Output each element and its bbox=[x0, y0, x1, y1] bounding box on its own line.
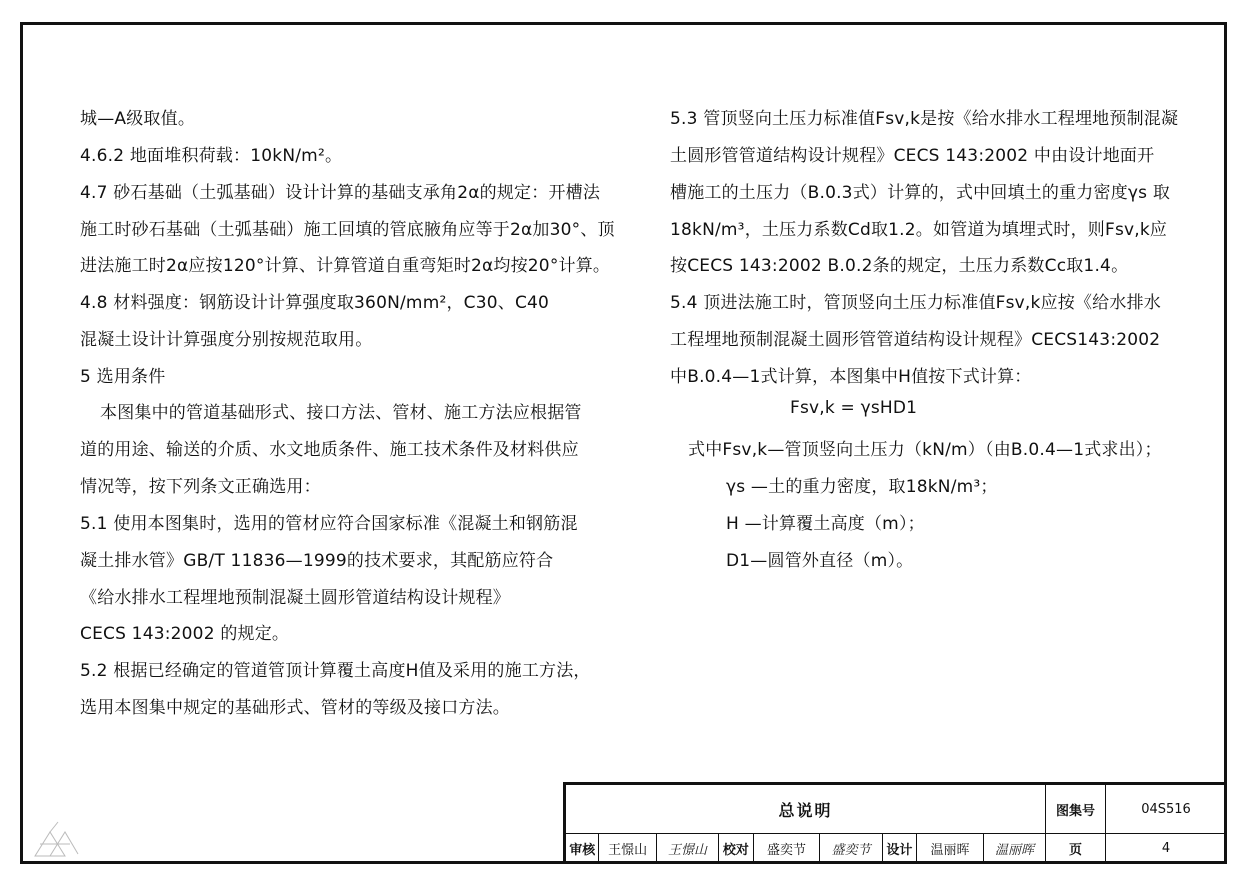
formula-explanation: 式中Fsv,k—管顶竖向土压力（kN/m）（由B.0.4—1式求出）； bbox=[688, 440, 1162, 460]
text-line: 工程埋地预制混凝土圆形管管道结构设计规程》CECS143:2002 bbox=[670, 330, 1161, 350]
text-line: 进法施工时2α应按120°计算、计算管道自重弯矩时2α均按20°计算。 bbox=[80, 256, 611, 276]
page-label: 页 bbox=[1046, 834, 1106, 864]
text-line: 施工时砂石基础（土弧基础）施工回填的管底腋角应等于2α加30°、顶 bbox=[80, 220, 615, 240]
checker-signature: 盛奕节 bbox=[820, 834, 882, 864]
design-label: 设计 bbox=[882, 834, 917, 864]
title-block bbox=[563, 782, 1227, 864]
text-line: 凝土排水管》GB/T 11836—1999的技术要求，其配筋应符合 bbox=[80, 551, 554, 571]
text-line: 5.2 根据已经确定的管道管顶计算覆土高度H值及采用的施工方法， bbox=[80, 661, 591, 681]
text-line: 按CECS 143:2002 B.0.2条的规定，土压力系数Cc取1.4。 bbox=[670, 256, 1129, 276]
text-line: 本图集中的管道基础形式、接口方法、管材、施工方法应根据管 bbox=[100, 403, 582, 423]
text-line: 5.4 顶进法施工时，管顶竖向土压力标准值Fsv,k应按《给水排水 bbox=[670, 293, 1161, 313]
corner-watermark-icon bbox=[30, 818, 80, 860]
drawing-title: 总说明 bbox=[566, 785, 1046, 834]
review-label: 审核 bbox=[566, 834, 599, 864]
checker-name: 盛奕节 bbox=[753, 834, 820, 864]
symbol-definition: γs —土的重力密度，取18kN/m³； bbox=[726, 477, 998, 497]
designer-name: 温丽晖 bbox=[917, 834, 984, 864]
text-line: 4.6.2 地面堆积荷载：10kN/m²。 bbox=[80, 146, 343, 166]
formula: Fsv,k = γsHD1 bbox=[790, 398, 918, 418]
text-line: 槽施工的土压力（B.0.3式）计算的，式中回填土的重力密度γs 取 bbox=[670, 183, 1171, 203]
text-line: 4.7 砂石基础（土弧基础）设计计算的基础支承角2α的规定：开槽法 bbox=[80, 183, 601, 203]
check-label: 校对 bbox=[719, 834, 754, 864]
atlas-number-label: 图集号 bbox=[1046, 785, 1106, 834]
text-line: 选用本图集中规定的基础形式、管材的等级及接口方法。 bbox=[80, 698, 510, 718]
reviewer-name: 王憬山 bbox=[599, 834, 657, 864]
text-line: 《给水排水工程埋地预制混凝土圆形管道结构设计规程》 bbox=[80, 588, 510, 608]
symbol-definition: D1—圆管外直径（m）。 bbox=[726, 551, 914, 571]
atlas-number: 04S516 bbox=[1106, 785, 1227, 834]
text-line: 5.1 使用本图集时，选用的管材应符合国家标准《混凝土和钢筋混 bbox=[80, 514, 578, 534]
designer-signature: 温丽晖 bbox=[983, 834, 1045, 864]
section-heading: 5 选用条件 bbox=[80, 367, 166, 387]
text-line: 中B.0.4—1式计算，本图集中H值按下式计算： bbox=[670, 367, 1032, 387]
text-line: 5.3 管顶竖向土压力标准值Fsv,k是按《给水排水工程埋地预制混凝 bbox=[670, 109, 1179, 129]
text-line: CECS 143:2002 的规定。 bbox=[80, 624, 290, 644]
text-line: 城—A级取值。 bbox=[80, 109, 196, 129]
text-line: 道的用途、输送的介质、水文地质条件、施工技术条件及材料供应 bbox=[80, 440, 579, 460]
page-number: 4 bbox=[1106, 834, 1227, 864]
symbol-definition: H —计算覆土高度（m）； bbox=[726, 514, 925, 534]
text-line: 18kN/m³，土压力系数Cd取1.2。如管道为填埋式时，则Fsv,k应 bbox=[670, 220, 1168, 240]
text-line: 混凝土设计计算强度分别按规范取用。 bbox=[80, 330, 373, 350]
reviewer-signature: 王憬山 bbox=[656, 834, 718, 864]
text-line: 情况等，按下列条文正确选用： bbox=[80, 477, 321, 497]
text-line: 4.8 材料强度：钢筋设计计算强度取360N/mm²，C30、C40 bbox=[80, 293, 550, 313]
text-line: 土圆形管管道结构设计规程》CECS 143:2002 中由设计地面开 bbox=[670, 146, 1155, 166]
